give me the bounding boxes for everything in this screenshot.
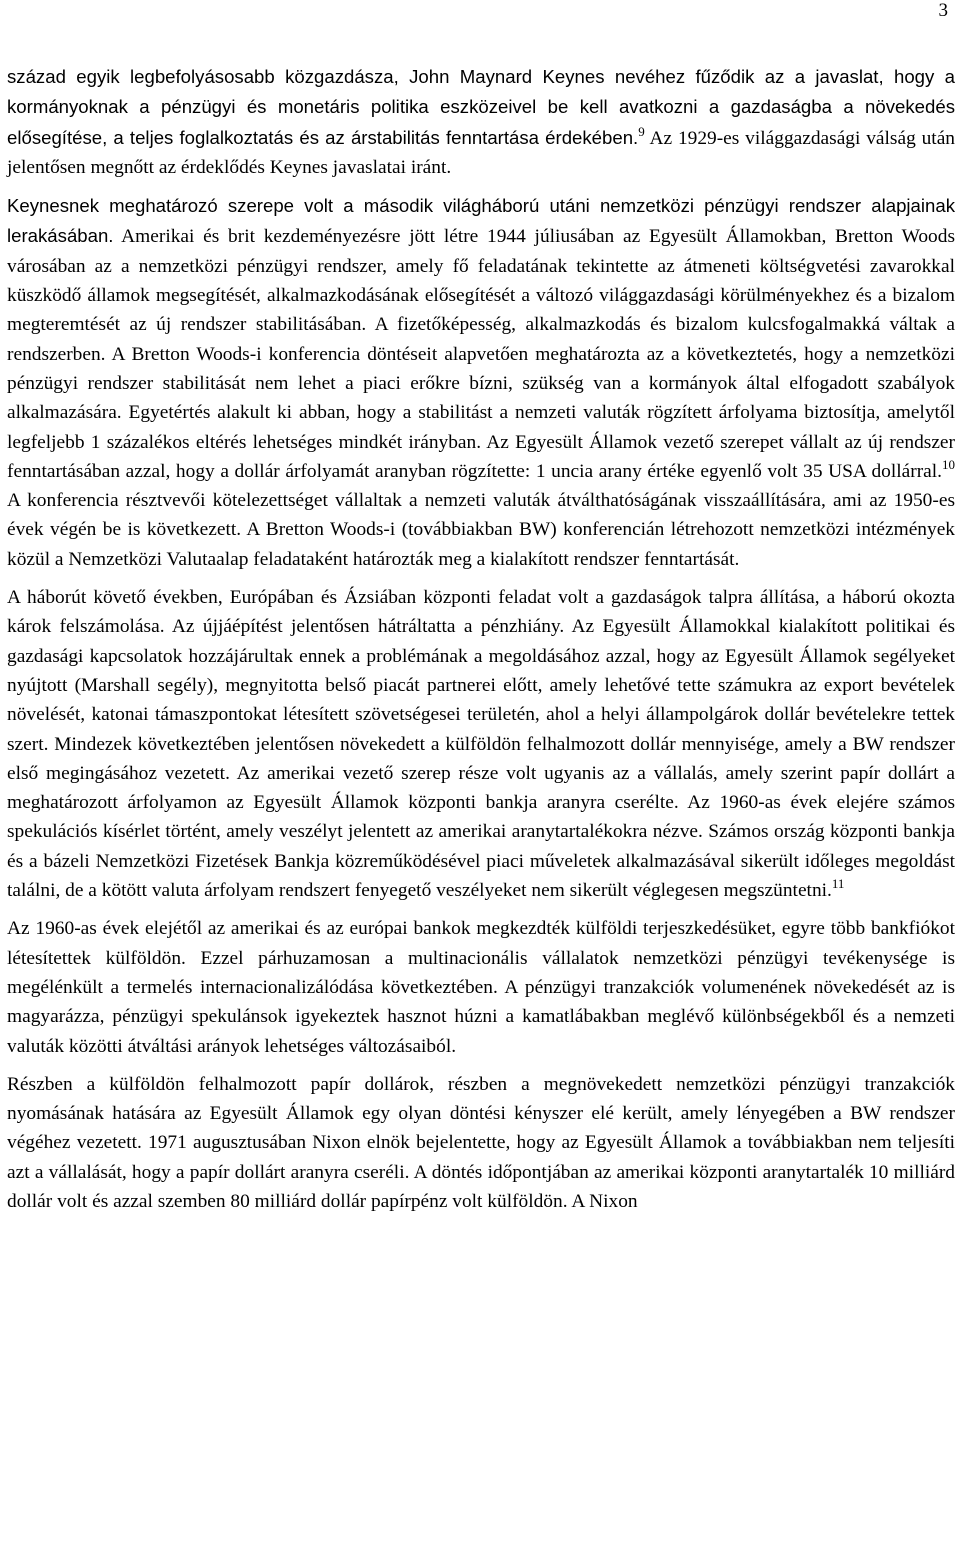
document-body bbox=[7, 62, 955, 1225]
page-number: 3 bbox=[938, 0, 948, 21]
paragraph bbox=[7, 1070, 955, 1216]
paragraph bbox=[7, 583, 955, 905]
paragraph-text: Az 1960-as évek elejétől az amerikai és az európai bankok megkezdték külföldi terjeszkedésüket, egyre több bankfiókot létesítettek külföldön. Ezzel párhuzamosan a multinacionális vállalatok nemzetközi pénzügyi tevékenysége is megélénkült a termelés internacionalizálódása következtében. A pénzügyi tranzakciók volumenének növekedését az is magyarázza, pénzügyi spekulánsok igyekeztek hasznot húzni a kamatlábakban meglévő különbségekből és a nemzeti valuták közötti átváltási arányok lehetséges változásaiból. bbox=[7, 918, 955, 1057]
paragraph-text: század egyik legbefolyásosabb közgazdásza, John Maynard Keynes nevéhez fűződik az a javaslat, hogy a kormányoknak a pénzügyi és monetáris politika eszközeivel be kell avatkozni a gazdaságba a növekedés elősegítése, a teljes foglalkoztatás és az árstabilitás fenntartása érdekében. bbox=[7, 66, 955, 148]
footnote-reference: 11 bbox=[831, 876, 845, 892]
paragraph bbox=[7, 62, 955, 182]
paragraph-text: Amerikai és brit kezdeményezésre jött létre 1944 júliusában az Egyesült Államokban, Bretton Woods városában az a nemzetközi pénzügyi rendszer, amely fő feladatának tekintette az átmeneti költségvetési zavarokkal küszködő államok megsegítését, alkalmazkodásának elősegítését a változó világgazdasági körülményekhez és a bizalom megteremtését az új rendszer stabilitásában. A fizetőképesség, alkalmazkodás és bizalom kulcsfogalmakká váltak a rendszerben. A Bretton Woods-i konferencia döntéseit alapvetően meghatározta az a következtetés, hogy a nemzetközi pénzügyi rendszer stabilitását nem lehet a piaci erőkre bízni, szükség van a kormányok által elfogadott szabályok alkalmazására. Egyetértés alakult ki abban, hogy a stabilitást a nemzeti valuták rögzített árfolyama biztosítja, amelytől legfeljebb 1 százalékos eltérés lehetséges mindkét irányban. Az Egyesült Államok vezető szerepet vállalt az új rendszer fenntartásában azzal, hogy a dollár árfolyamát aranyban rögzítette: 1 uncia arany értéke egyenlő volt 35 USA dollárral. bbox=[7, 226, 955, 482]
footnote-reference: 10 bbox=[942, 456, 955, 472]
paragraph-text: A háborút követő években, Európában és Ázsiában központi feladat volt a gazdaságok talpra állítása, a háború okozta károk felszámolása. Az újjáépítést jelentősen hátráltatta a pénzhiány. Az Egyesült Államokkal kialakított politikai és gazdasági kapcsolatok hozzájárultak ennek a problémának a megoldásához azzal, hogy az Egyesült Államok segélyeket nyújtott (Marshall segély), megnyitotta belső piacát partnerei előtt, amely lehetővé tette számukra az export bevételek növelését, katonai támaszpontokat létesített szövetségesei területén, ahol a helyi állampolgárok dollár bevételekre tettek szert. Mindezek következtében jelentősen növekedett a külföldön felhalmozott dollár mennyisége, amely a BW rendszer első megingásához vezetett. Az amerikai vezető szerep része volt ugyanis az a vállalás, amely szerint papír dollárt a meghatározott árfolyamon az Egyesült Államok központi bankja aranyra cserélte. Az 1960-as évek elejére számos spekulációs kísérlet történt, amely veszélyt jelentett az amerikai aranytartalékokra nézve. Számos ország központi bankja és a bázeli Nemzetközi Fizetések Bankja közreműködésével piaci műveletek alkalmazásával sikerült időleges megoldást találni, de a kötött valuta árfolyam rendszert fenyegető veszélyeket nem sikerült véglegesen megszüntetni. bbox=[7, 587, 955, 902]
paragraph bbox=[7, 914, 955, 1060]
paragraph-text: A konferencia résztvevői kötelezettséget vállaltak a nemzeti valuták átválthatóságának visszaállítására, ami az 1950-es évek végén be is következett. A Bretton Woods-i (továbbiakban BW) konferencián létrehozott nemzetközi intézmények közül a Nemzetközi Valutaalap feladataként határozták meg a kialakított rendszer fenntartását. bbox=[7, 490, 955, 570]
paragraph-text: Az 1929-es világgazdasági válság után jelentősen megnőtt az érdeklődés Keynes javaslatai iránt. bbox=[7, 127, 955, 178]
footnote-reference: 9 bbox=[638, 123, 645, 139]
paragraph-text: Keynesnek meghatározó szerepe volt a második világháború utáni nemzetközi pénzügyi rendszer alapjainak lerakásában. bbox=[7, 195, 955, 247]
paragraph bbox=[7, 191, 955, 574]
paragraph-text: Részben a külföldön felhalmozott papír dollárok, részben a megnövekedett nemzetközi pénzügyi tranzakciók nyomásának hatására az Egyesült Államok egy olyan döntési kényszer elé került, amely lényegében a BW rendszer végéhez vezetett. 1971 augusztusában Nixon elnök bejelentette, hogy az Egyesült Államok a továbbiakban nem teljesíti azt a vállalását, hogy a papír dollárt aranyra cseréli. A döntés időpontjában az amerikai központi aranytartalék 10 milliárd dollár volt és azzal szemben 80 milliárd dollár papírpénz volt külföldön. A Nixon bbox=[7, 1073, 955, 1212]
